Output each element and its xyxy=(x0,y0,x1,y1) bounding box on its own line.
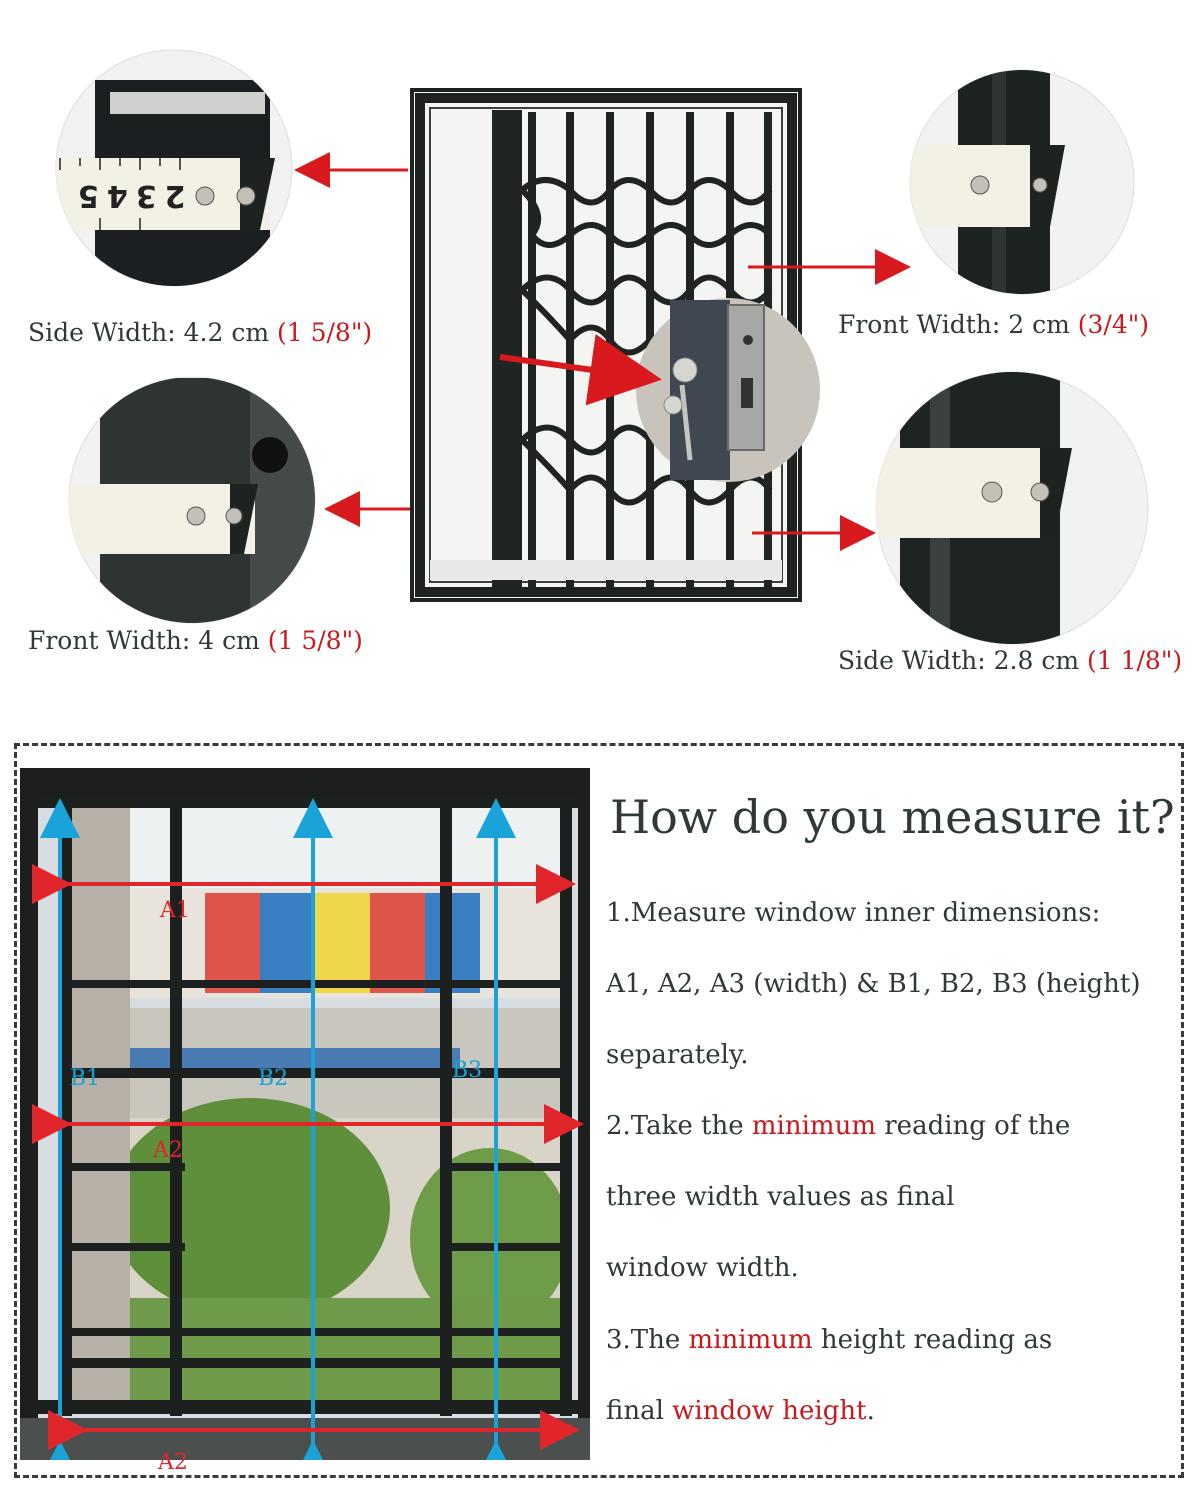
step2-line3: window width. xyxy=(606,1253,799,1283)
tape-number-2: 2 xyxy=(156,178,186,213)
step3-line2 xyxy=(606,1396,875,1426)
label-b2: B2 xyxy=(258,1066,289,1091)
lock-detail xyxy=(636,298,820,482)
tape-number-4: 4 xyxy=(98,178,128,213)
step3-line1 xyxy=(606,1325,1052,1355)
step1-line1: 1.Measure window inner dimensions: xyxy=(606,898,1101,928)
caption-label: Front Width: 2 cm xyxy=(838,310,1078,339)
caption-side-width-right xyxy=(838,646,1182,675)
caption-value: (1 5/8") xyxy=(267,626,363,655)
label-b3: B3 xyxy=(452,1058,483,1083)
caption-value: (1 5/8") xyxy=(277,318,373,347)
window-diagram xyxy=(20,768,590,1460)
step3-emphasis: minimum xyxy=(688,1325,813,1355)
step2-post: reading of the xyxy=(875,1111,1071,1141)
step3-line2-post: . xyxy=(866,1396,875,1426)
step2-line1 xyxy=(606,1111,1070,1141)
howto-title: How do you measure it? xyxy=(610,790,1175,844)
caption-label: Side Width: 4.2 cm xyxy=(28,318,277,347)
gate-illustration xyxy=(0,0,1200,700)
step3-line2-pre: final xyxy=(606,1396,673,1426)
detail-circle-side-width-right xyxy=(875,372,1148,652)
label-b1: B1 xyxy=(70,1066,101,1091)
tape-number-3: 3 xyxy=(127,178,157,213)
step3-pre: 3.The xyxy=(606,1325,689,1355)
detail-circle-front-width-left xyxy=(60,377,330,628)
caption-front-width-right xyxy=(838,310,1149,339)
caption-value: (1 1/8") xyxy=(1087,646,1183,675)
caption-label: Side Width: 2.8 cm xyxy=(838,646,1087,675)
caption-label: Front Width: 4 cm xyxy=(28,626,268,655)
caption-value: (3/4") xyxy=(1077,310,1149,339)
step3-line2-emphasis: window height xyxy=(672,1396,867,1426)
step2-pre: 2.Take the xyxy=(606,1111,752,1141)
tape-number-5: 5 xyxy=(70,178,99,213)
step2-line2: three width values as final xyxy=(606,1182,955,1212)
label-a2-mid: A2 xyxy=(153,1138,183,1163)
step2-emphasis: minimum xyxy=(751,1111,876,1141)
caption-side-width-left xyxy=(28,318,372,347)
label-a1: A1 xyxy=(160,898,190,923)
detail-circle-front-width-right xyxy=(895,70,1134,310)
step1-line2: A1, A2, A3 (width) & B1, B2, B3 (height) xyxy=(606,969,1141,999)
caption-front-width-left xyxy=(28,626,363,655)
step3-post: height reading as xyxy=(812,1325,1053,1355)
tape-numbers-top-left xyxy=(70,178,186,213)
step1-line3: separately. xyxy=(606,1040,749,1070)
label-a2-bottom: A2 xyxy=(158,1450,188,1475)
